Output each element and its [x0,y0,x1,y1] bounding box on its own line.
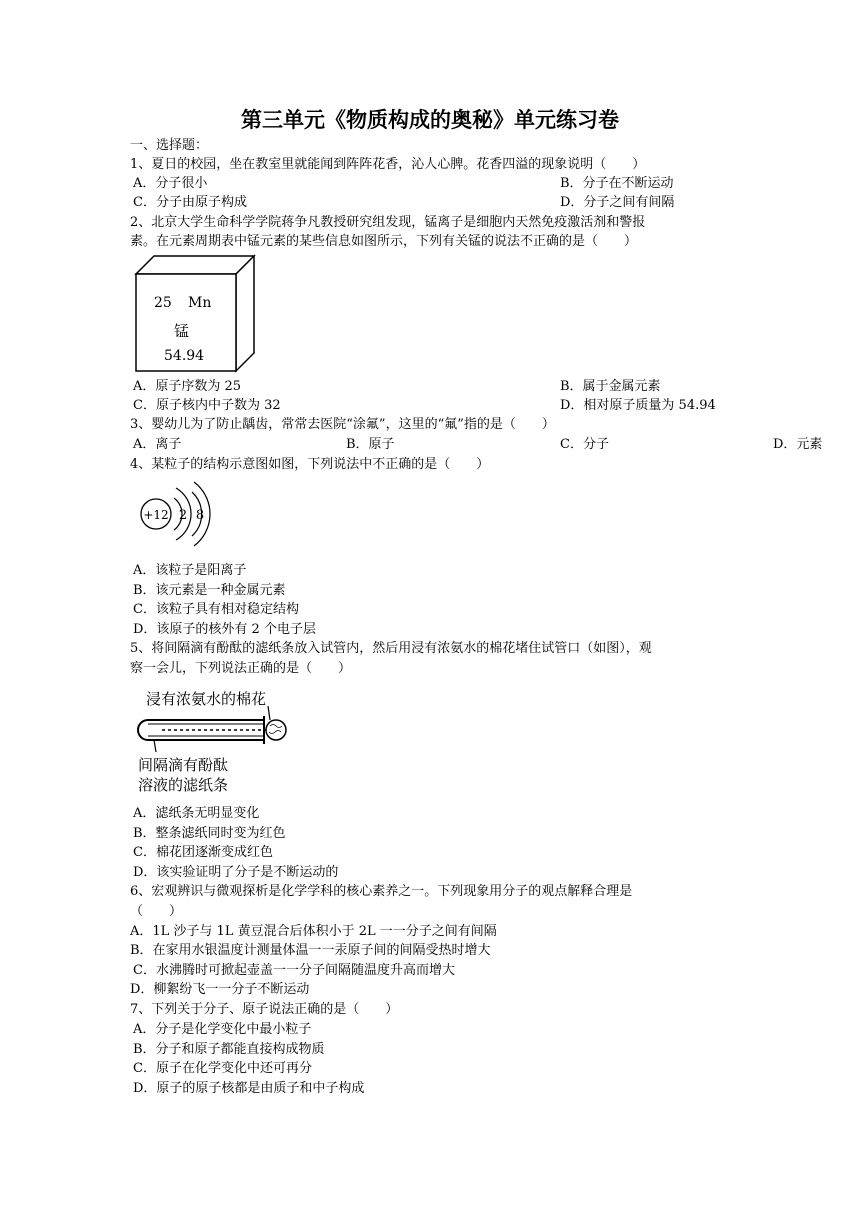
q4-option-d: D．该原子的核外有 2 个电子层 [133,622,316,637]
q5-option-c: C．棉花团逐渐变成红色 [133,845,273,860]
question-5-stem-line2: 察一会儿，下列说法正确的是（ ） [130,661,352,676]
filter-paper-label-line2: 溶液的滤纸条 [138,776,229,794]
q2-option-a: A．原子序数为 25 [133,379,242,394]
q1-option-b: B．分子在不断运动 [560,176,674,191]
q3-option-d: D．元素 [773,437,823,452]
q6-option-d: D．柳絮纷飞一一分子不断运动 [130,982,310,997]
q7-option-a: A．分子是化学变化中最小粒子 [133,1022,312,1037]
q7-option-c: C．原子在化学变化中还可再分 [133,1061,312,1076]
question-2-stem-line1: 2、北京大学生命科学学院蒋争凡教授研究组发现，锰离子是细胞内天然免疫激活剂和警报 [130,215,646,230]
q4-option-a: A．该粒子是阳离子 [133,563,247,578]
atomic-structure-diagram [138,474,218,554]
question-4-stem: 4、某粒子的结构示意图如图，下列说法中不正确的是（ ） [130,457,490,472]
q7-option-b: B．分子和原子都能直接构成物质 [133,1042,325,1057]
question-2-stem-line2: 素。在元素周期表中锰元素的某些信息如图所示，下列有关锰的说法不正确的是（ ） [130,234,638,249]
element-atomic-mass: 54.94 [164,348,205,364]
test-tube-diagram [136,706,296,752]
q6-option-b: B．在家用水银温度计测量体温一一汞原子间的间隔受热时增大 [130,943,491,958]
filter-paper-label-line1: 间隔滴有酚酞 [138,756,229,774]
nucleus-charge: +12 [143,508,169,522]
element-atomic-number: 25 [154,295,172,311]
q3-option-c: C．分子 [560,437,609,452]
q5-option-d: D．该实验证明了分子是不断运动的 [133,865,339,880]
cotton-label: 浸有浓氨水的棉花 [146,690,267,708]
q4-option-c: C．该粒子具有相对稳定结构 [133,602,299,617]
question-3-stem: 3、婴幼儿为了防止龋齿，常常去医院“涂氟”，这里的“氟”指的是（ ） [130,417,555,432]
q2-option-c: C．原子核内中子数为 32 [133,398,281,413]
q4-option-b: B．该元素是一种金属元素 [133,583,286,598]
question-7-stem: 7、下列关于分子、原子说法正确的是（ ） [130,1002,399,1017]
q5-option-a: A．滤纸条无明显变化 [133,806,260,821]
q7-option-d: D．原子的原子核都是由质子和中子构成 [133,1081,365,1096]
question-6-stem-line1: 6、宏观辨识与微观探析是化学学科的核心素养之一。下列现象用分子的观点解释合理是 [130,884,633,899]
q1-option-d: D．分子之间有间隔 [560,195,675,210]
page-title: 第三单元《物质构成的奥秘》单元练习卷 [241,108,619,132]
q6-option-c: C．水沸腾时可掀起壶盖一一分子间隔随温度升高而增大 [133,963,455,978]
shell-1-electrons: 2 [178,508,188,523]
q3-option-b: B．原子 [346,437,395,452]
question-5-stem-line1: 5、将间隔滴有酚酞的滤纸条放入试管内，然后用浸有浓氨水的棉花堵住试管口（如图），观 [130,641,652,656]
question-1-stem: 1、夏日的校园，坐在教室里就能闻到阵阵花香，沁人心脾。花香四溢的现象说明（ ） [130,157,646,172]
q1-option-c: C．分子由原子构成 [133,195,247,210]
shell-2-electrons: 8 [195,508,205,523]
q3-option-a: A．离子 [133,437,182,452]
q2-option-d: D．相对原子质量为 54.94 [560,398,716,413]
element-cell-diagram [134,254,256,373]
q1-option-a: A．分子很小 [133,176,208,191]
q6-option-a: A．1L 沙子与 1L 黄豆混合后体积小于 2L 一一分子之间有间隔 [130,924,497,939]
q5-option-b: B．整条滤纸同时变为红色 [133,826,286,841]
q2-option-b: B．属于金属元素 [560,379,661,394]
question-6-stem-line2: （ ） [130,904,183,919]
element-name: 锰 [174,322,190,340]
section-heading: 一、选择题： [130,138,209,153]
element-symbol: Mn [188,295,212,311]
